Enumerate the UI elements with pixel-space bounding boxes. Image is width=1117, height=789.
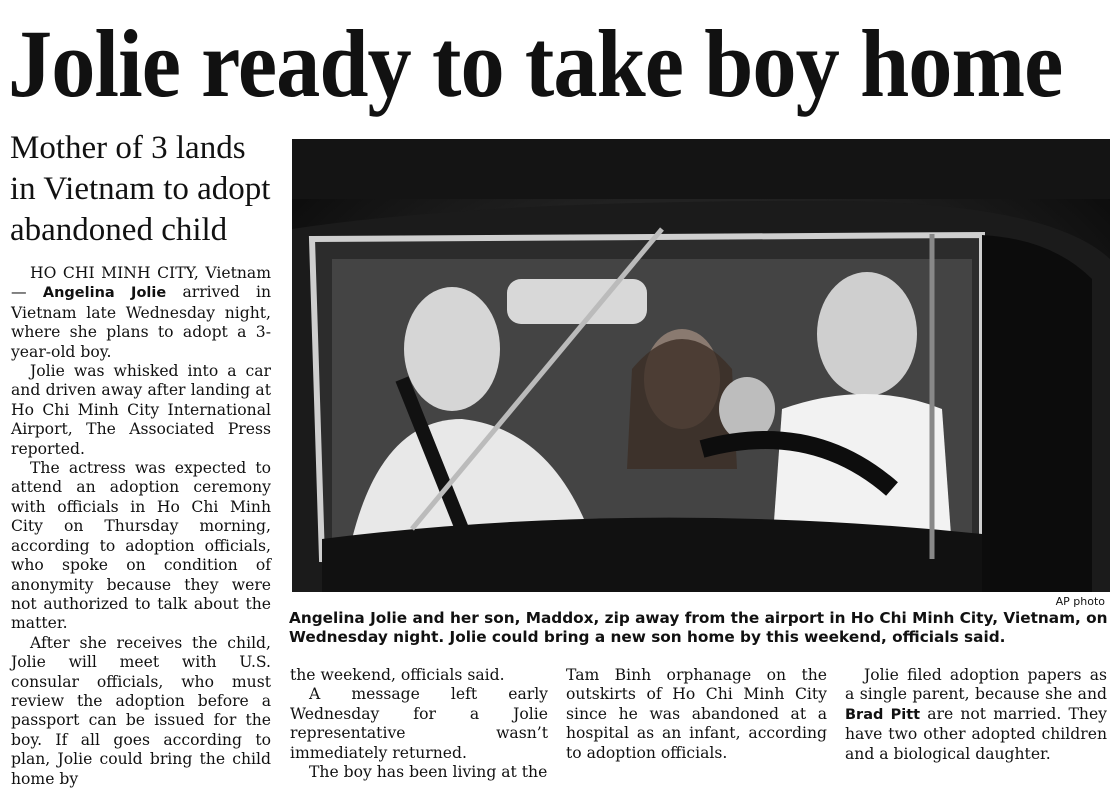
subheadline-line: Mother of 3 lands (10, 130, 246, 166)
car-photo-illustration (292, 139, 1110, 592)
subheadline-line: abandoned child (10, 212, 228, 248)
article-paragraph: Jolie was whisked into a car and driven away after landing at Ho Chi Minh City International Airport, The Associated Press reported. (11, 362, 271, 458)
paragraph-text: arrived in Vietnam late Wednesday night, where she plans to adopt a 3-year-old boy. (11, 283, 271, 361)
photo-credit: AP photo (1055, 595, 1105, 608)
article-paragraph: A message left early Wednesday for a Jolie representative wasn’t immediately returned. (290, 685, 548, 762)
article-paragraph: the weekend, officials said. (290, 666, 505, 684)
article-paragraph: The boy has been living at the (309, 763, 548, 782)
article-paragraph: After she receives the child, Jolie will meet with U.S. consular officials, who must review the adoption before a passport can be issued for the boy. If all goes according to plan, Jolie could bring the child home by (11, 633, 271, 788)
headline: Jolie ready to take boy home (8, 10, 1063, 117)
article-paragraph: The actress was expected to attend an adoption ceremony with officials in Ho Chi Minh City on Thursday morning, according to adoption officials, who spoke on condition of anonymity because they were not authorized to talk about the matter. (11, 459, 271, 633)
article-paragraph (845, 666, 1107, 764)
bold-name: Angelina Jolie (42, 285, 167, 302)
dateline: HO CHI MINH CITY, Vietnam — (11, 264, 271, 302)
article-column (290, 666, 548, 782)
subheadline (10, 128, 280, 251)
paragraph-text: are not married. They have two other adopted children and a biological daughter. (845, 704, 1107, 763)
news-photo (292, 139, 1110, 592)
photo-caption: Angelina Jolie and her son, Maddox, zip away from the airport in Ho Chi Minh City, Vietnam, on Wednesday night. Jolie could bring a new son home by this weekend, officials said. (289, 609, 1108, 647)
article-column (845, 666, 1107, 764)
paragraph-text: Jolie filed adoption papers as a single parent, because she and (845, 666, 1107, 704)
article-column (566, 666, 827, 763)
article-column (11, 264, 271, 789)
subheadline-line: in Vietnam to adopt (10, 171, 271, 207)
article-paragraph (11, 264, 271, 362)
article-paragraph: Tam Binh orphanage on the outskirts of Ho Chi Minh City since he was abandoned at a hospital as an infant, according to adoption officials. (566, 666, 827, 762)
bold-name: Brad Pitt (845, 706, 921, 723)
